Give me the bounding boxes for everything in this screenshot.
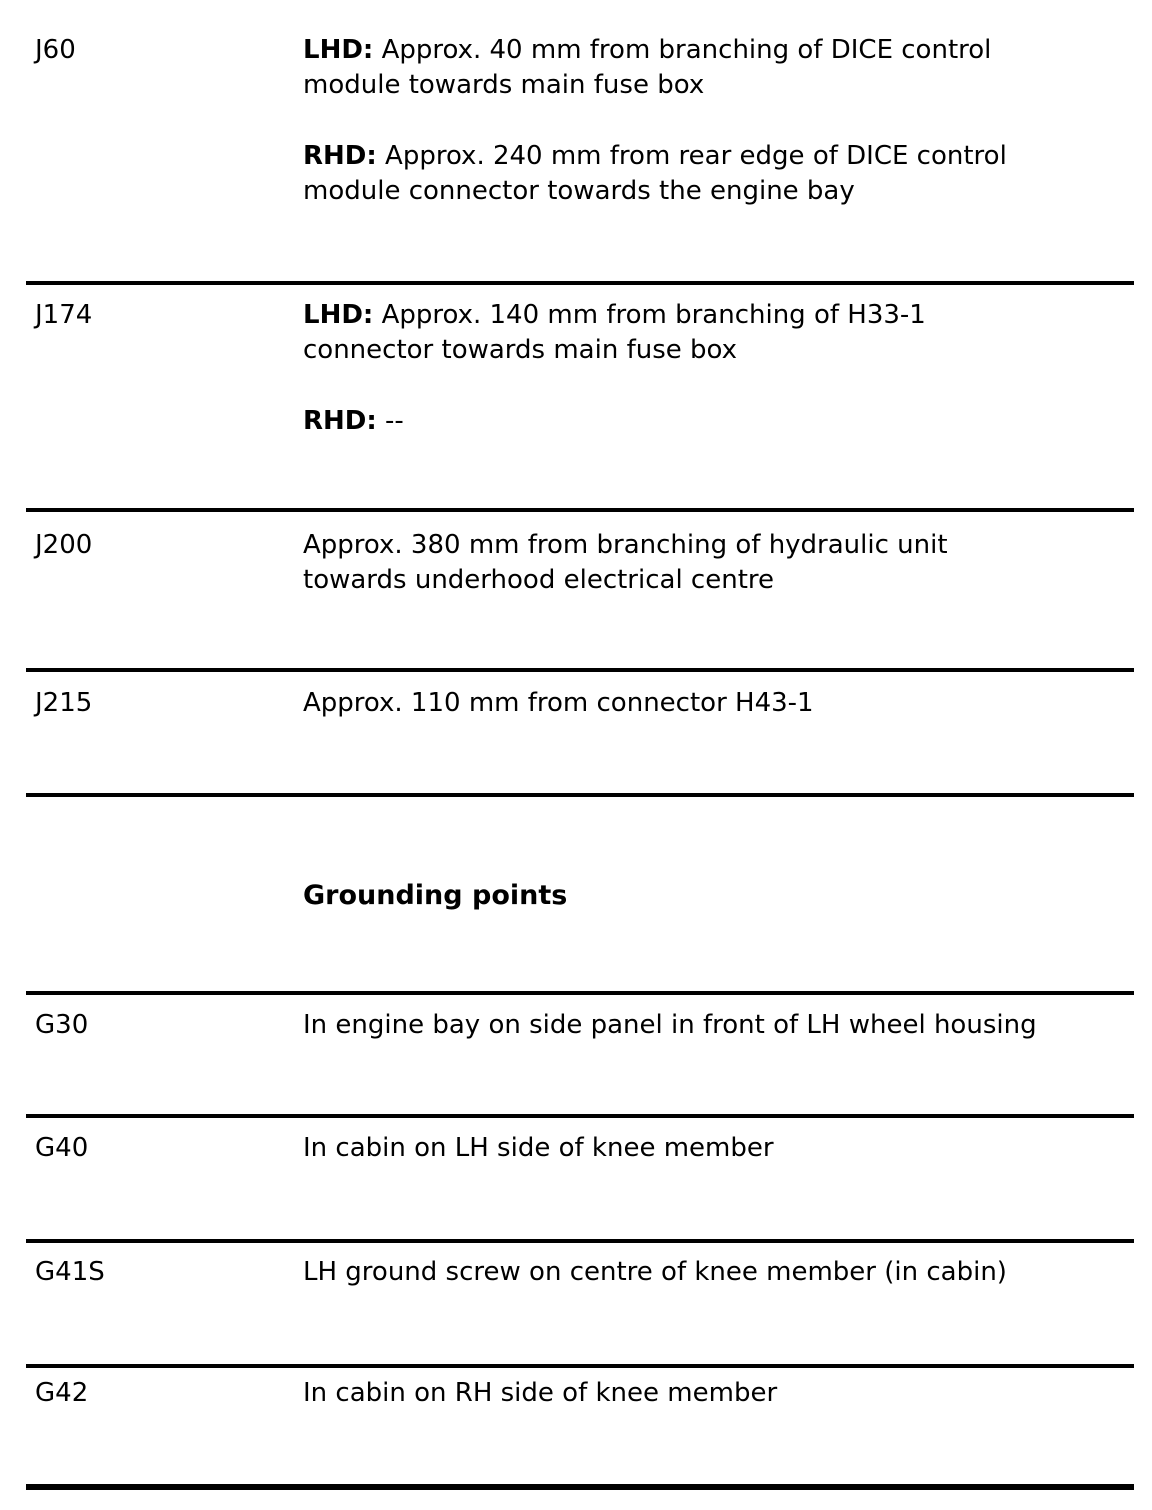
description-paragraph: [303, 686, 1148, 721]
rhd-label: RHD:: [303, 141, 377, 171]
lhd-paragraph: [303, 298, 1148, 368]
ground-point-id: G30: [35, 1010, 89, 1040]
description-paragraph: [303, 1008, 1148, 1043]
ground-point-id: G40: [35, 1133, 89, 1163]
row-divider: [26, 281, 1134, 285]
description-line: Approx. 110 mm from connector H43-1: [303, 688, 814, 718]
description-line: Approx. 40 mm from branching of DICE control: [381, 35, 992, 65]
location-description: [303, 1376, 1148, 1411]
section-header: Grounding points: [303, 880, 568, 911]
rhd-label: RHD:: [303, 406, 377, 436]
row-divider: [26, 668, 1134, 672]
location-description: [303, 1255, 1148, 1290]
page-bottom-rule: [26, 1484, 1134, 1490]
description-line: Approx. 140 mm from branching of H33-1: [381, 300, 926, 330]
description-line: module connector towards the engine bay: [303, 176, 855, 206]
description-paragraph: [303, 528, 1148, 598]
description-line: --: [385, 406, 404, 436]
row-divider: [26, 508, 1134, 512]
row-divider: [26, 991, 1134, 995]
ground-point-id: G42: [35, 1378, 89, 1408]
description-paragraph: [303, 1131, 1148, 1166]
description-line: towards underhood electrical centre: [303, 565, 775, 595]
connector-id: J200: [35, 530, 93, 560]
description-paragraph: [303, 1376, 1148, 1411]
description-line: module towards main fuse box: [303, 70, 705, 100]
description-line: In engine bay on side panel in front of LH wheel housing: [303, 1010, 1037, 1040]
description-line: LH ground screw on centre of knee member (in cabin): [303, 1257, 1007, 1287]
location-description: [303, 1008, 1148, 1043]
row-divider: [26, 1364, 1134, 1368]
lhd-label: LHD:: [303, 35, 374, 65]
rhd-paragraph: [303, 139, 1148, 209]
description-line: connector towards main fuse box: [303, 335, 738, 365]
location-description: [303, 33, 1148, 209]
description-line: Approx. 240 mm from rear edge of DICE control: [385, 141, 1007, 171]
location-description: [303, 298, 1148, 439]
description-line: In cabin on LH side of knee member: [303, 1133, 774, 1163]
lhd-label: LHD:: [303, 300, 374, 330]
description-line: Approx. 380 mm from branching of hydraulic unit: [303, 530, 948, 560]
location-description: [303, 528, 1148, 598]
connector-id: J60: [35, 35, 76, 65]
row-divider: [26, 1114, 1134, 1118]
ground-point-id: G41S: [35, 1257, 105, 1287]
lhd-paragraph: [303, 33, 1148, 103]
location-description: [303, 1131, 1148, 1166]
location-description: [303, 686, 1148, 721]
connector-id: J174: [35, 300, 93, 330]
connector-id: J215: [35, 688, 93, 718]
rhd-paragraph: [303, 404, 1148, 439]
description-paragraph: [303, 1255, 1148, 1290]
row-divider: [26, 793, 1134, 797]
row-divider: [26, 1239, 1134, 1243]
description-line: In cabin on RH side of knee member: [303, 1378, 778, 1408]
